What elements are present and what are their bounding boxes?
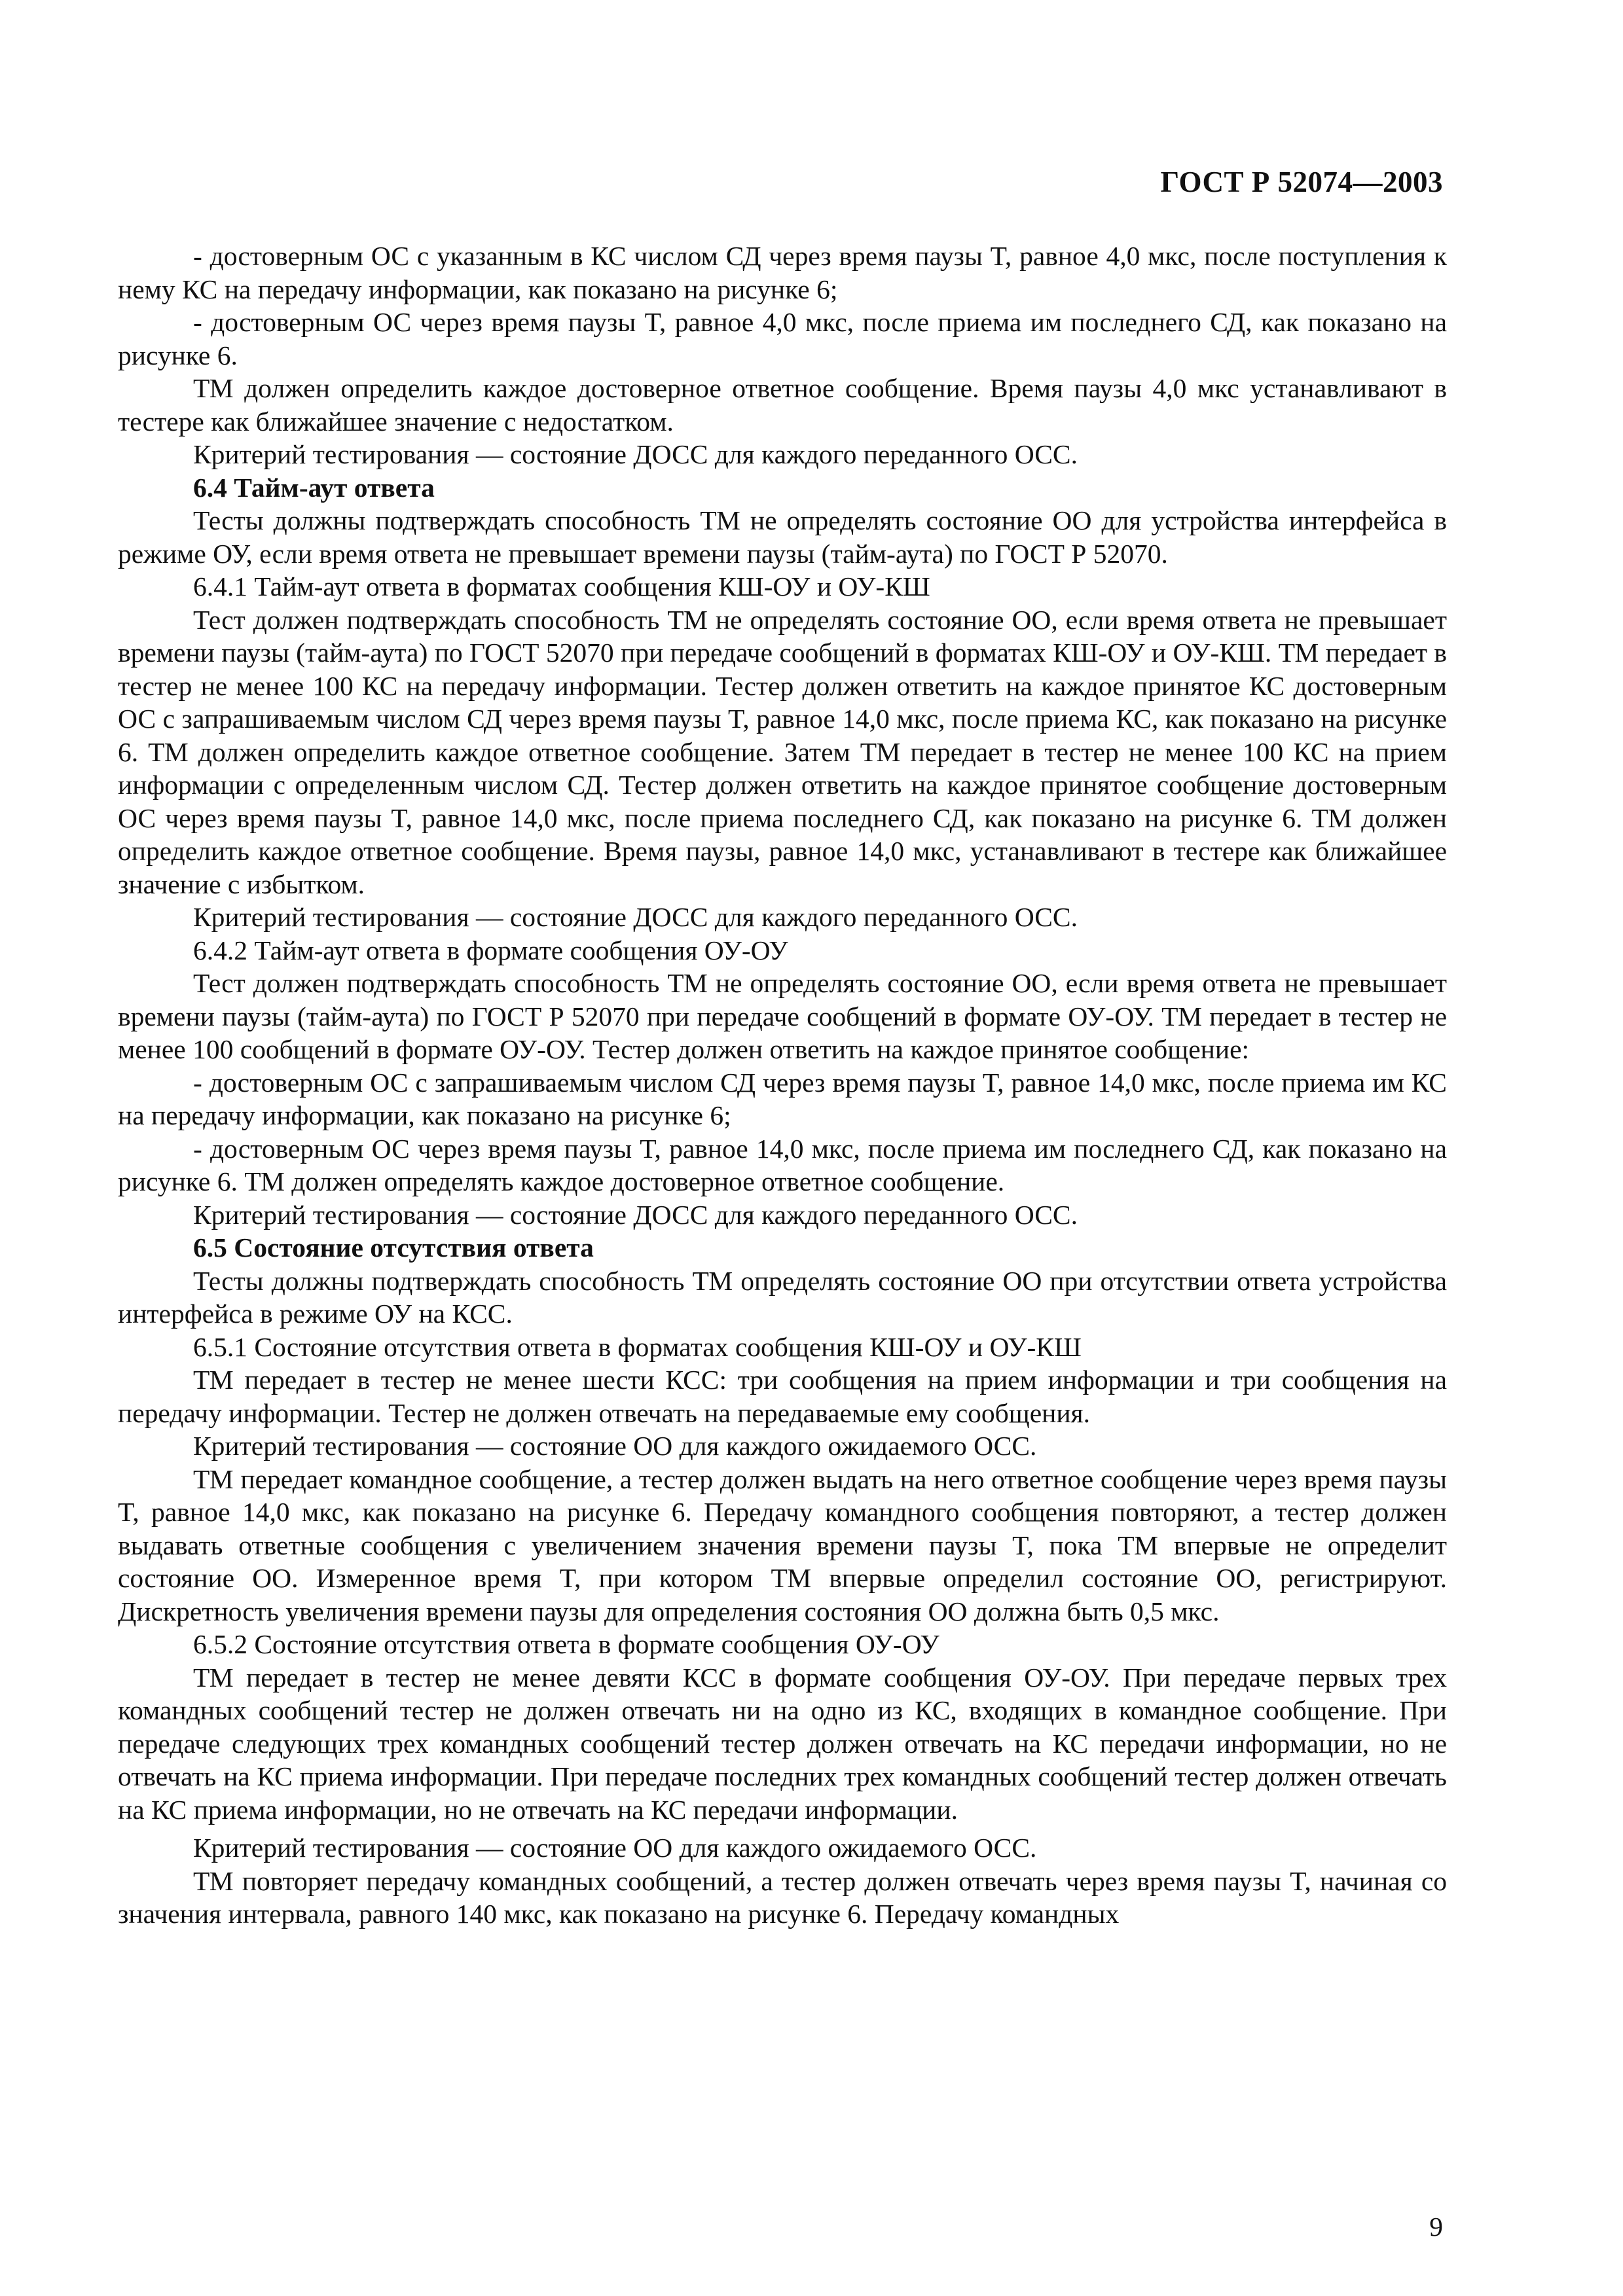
section-heading: 6.4 Тайм-аут ответа bbox=[193, 472, 435, 503]
paragraph: Тесты должны подтверждать способность ТМ определять состояние ОО при отсутствии ответа устройства интерфейса в режиме ОУ на КСС. bbox=[118, 1265, 1447, 1329]
paragraph: Критерий тестирования — состояние ОО для каждого ожидаемого ОСС. bbox=[193, 1833, 1037, 1863]
body-text bbox=[118, 240, 1447, 1931]
page-number: 9 bbox=[1429, 2212, 1443, 2242]
paragraph: Тест должен подтверждать способность ТМ не определять состояние ОО, если время ответа не превышает времени паузы (тайм-аута) по ГОСТ 52070 при передаче сообщений в форматах КШ-ОУ и ОУ-КШ. ТМ передает в тестер не менее 100 КС на передачу информации. Тестер должен ответить на каждое принятое КС достоверным ОС с запрашиваемым числом СД через время паузы T, равное 14,0 мкс, после приема КС, как показано на рисунке 6. ТМ должен определить каждое ответное сообщение. Затем ТМ передает в тестер не менее 100 КС на прием информации с определенным числом СД. Тестер должен ответить на каждое принятое сообщение достоверным ОС через время паузы T, равное 14,0 мкс, после приема последнего СД, как показано на рисунке 6. ТМ должен определить каждое ответное сообщение. Время паузы, равное 14,0 мкс, устанавливают в тестере как ближайшее значение с избытком. bbox=[118, 604, 1447, 899]
paragraph: ТМ передает командное сообщение, а тестер должен выдать на него ответное сообщение через время паузы T, равное 14,0 мкс, как показано на рисунке 6. Передачу командного сообщения повторяют, а тестер должен выдавать ответные сообщения с увеличением значения времени паузы T, пока ТМ впервые не определит состояние ОО. Измеренное время T, при котором ТМ впервые определил состояние ОО, регистрируют. Дискретность увеличения времени паузы для определения состояния ОО должна быть 0,5 мкс. bbox=[118, 1463, 1447, 1626]
paragraph: - достоверным ОС через время паузы T, равное 4,0 мкс, после приема им последнего СД, как показано на рисунке 6. bbox=[118, 307, 1447, 370]
paragraph: Критерий тестирования — состояние ДОСС для каждого переданного ОСС. bbox=[193, 439, 1078, 469]
paragraph: ТМ передает в тестер не менее девяти КСС в формате сообщения ОУ-ОУ. При передаче первых трех командных сообщений тестер не должен отвечать ни на одно из КС, входящих в командное сообщение. При передаче следующих трех командных сообщений тестер должен отвечать на КС передачи информации, но не отвечать на КС приема информации. При передаче последних трех командных сообщений тестер должен отвечать на КС приема информации, но не отвечать на КС передачи информации. bbox=[118, 1662, 1447, 1825]
subsection-heading: 6.4.1 Тайм-аут ответа в форматах сообщения КШ-ОУ и ОУ-КШ bbox=[193, 571, 930, 601]
paragraph: ТМ должен определить каждое достоверное ответное сообщение. Время паузы 4,0 мкс устанавливают в тестере как ближайшее значение с недостатком. bbox=[118, 373, 1447, 437]
paragraph: Критерий тестирования — состояние ОО для каждого ожидаемого ОСС. bbox=[193, 1431, 1037, 1461]
paragraph: Тест должен подтверждать способность ТМ не определять состояние ОО, если время ответа не превышает времени паузы (тайм-аута) по ГОСТ Р 52070 при передаче сообщений в формате ОУ-ОУ. ТМ передает в тестер не менее 100 сообщений в формате ОУ-ОУ. Тестер должен ответить на каждое принятое сообщение: bbox=[118, 968, 1447, 1064]
section-heading: 6.5 Состояние отсутствия ответа bbox=[193, 1232, 594, 1263]
paragraph: ТМ передает в тестер не менее шести КСС: три сообщения на прием информации и три сообщения на передачу информации. Тестер не должен отвечать на передаваемые ему сообщения. bbox=[118, 1365, 1447, 1428]
subsection-heading: 6.4.2 Тайм-аут ответа в формате сообщения ОУ-ОУ bbox=[193, 935, 788, 965]
subsection-heading: 6.5.2 Состояние отсутствия ответа в формате сообщения ОУ-ОУ bbox=[193, 1629, 939, 1659]
paragraph: - достоверным ОС через время паузы T, равное 14,0 мкс, после приема им последнего СД, как показано на рисунке 6. ТМ должен определять каждое достоверное ответное сообщение. bbox=[118, 1133, 1447, 1196]
paragraph: Критерий тестирования — состояние ДОСС для каждого переданного ОСС. bbox=[193, 902, 1078, 932]
standard-header: ГОСТ Р 52074—2003 bbox=[1160, 166, 1443, 198]
paragraph: ТМ повторяет передачу командных сообщений, а тестер должен отвечать через время паузы T, начиная со значения интервала, равного 140 мкс, как показано на рисунке 6. Передачу командных bbox=[118, 1865, 1447, 1929]
paragraph: - достоверным ОС с указанным в КС числом СД через время паузы T, равное 4,0 мкс, после поступления к нему КС на передачу информации, как показано на рисунке 6; bbox=[118, 241, 1447, 304]
paragraph: - достоверным ОС с запрашиваемым числом СД через время паузы T, равное 14,0 мкс, после приема им КС на передачу информации, как показано на рисунке 6; bbox=[118, 1067, 1447, 1130]
subsection-heading: 6.5.1 Состояние отсутствия ответа в форматах сообщения КШ-ОУ и ОУ-КШ bbox=[193, 1331, 1082, 1362]
paragraph: Критерий тестирования — состояние ДОСС для каждого переданного ОСС. bbox=[193, 1199, 1078, 1230]
paragraph: Тесты должны подтверждать способность ТМ не определять состояние ОО для устройства интерфейса в режиме ОУ, если время ответа не превышает времени паузы (тайм-аута) по ГОСТ Р 52070. bbox=[118, 505, 1447, 569]
